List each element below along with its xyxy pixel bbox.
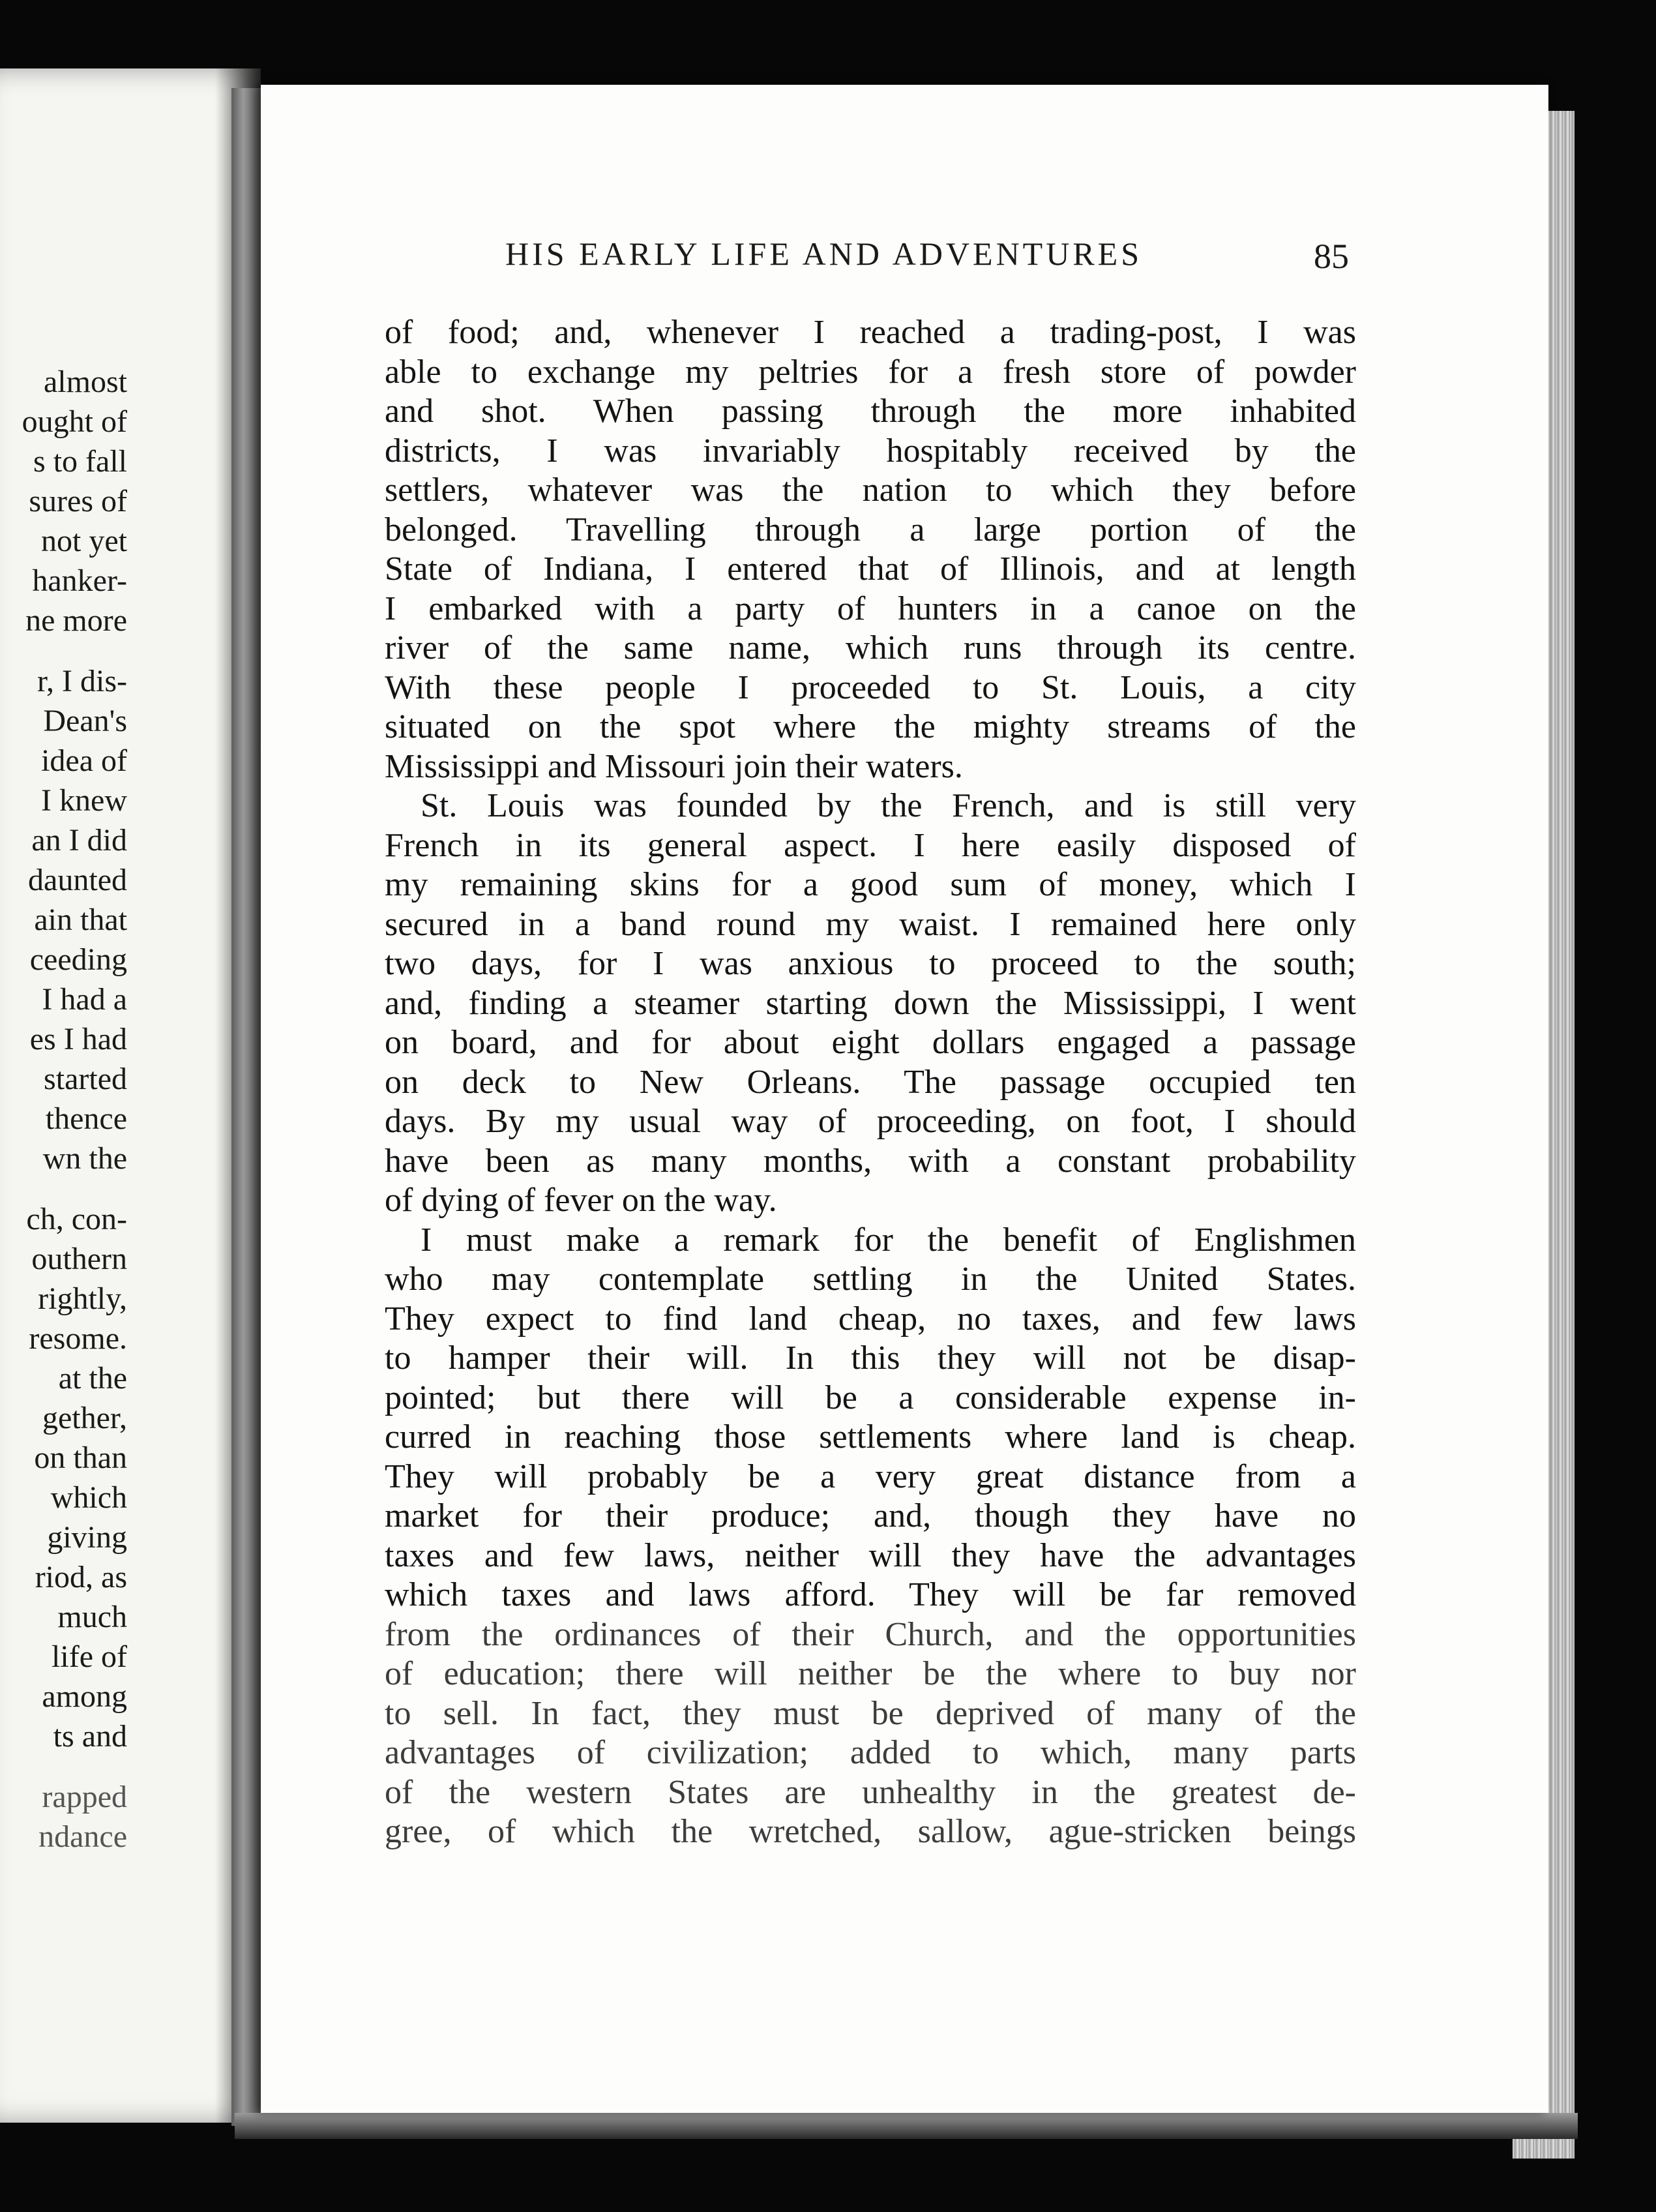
left-text-line: hanker- bbox=[32, 563, 127, 598]
left-text-line: at the bbox=[58, 1361, 127, 1396]
left-text-line: outhern bbox=[31, 1242, 127, 1276]
paragraph bbox=[385, 1221, 1356, 1852]
text-line: able to exchange my peltries for a fresh store of powder bbox=[385, 353, 1356, 391]
left-text-line: ts and bbox=[53, 1719, 127, 1754]
left-text-line: r, I dis- bbox=[37, 664, 127, 698]
text-line: from the ordinances of their Church, and the opportunities bbox=[385, 1615, 1356, 1653]
text-line: settlers, whatever was the nation to which they before bbox=[385, 471, 1356, 509]
left-text-line: ndance bbox=[38, 1819, 127, 1854]
text-line: I embarked with a party of hunters in a canoe on the bbox=[385, 590, 1356, 627]
text-line: of education; there will neither be the where to buy nor bbox=[385, 1655, 1356, 1692]
left-text-line: ne more bbox=[25, 603, 127, 638]
text-line: which taxes and laws afford. They will be far removed bbox=[385, 1576, 1356, 1613]
left-text-line: among bbox=[42, 1679, 127, 1714]
text-line: taxes and few laws, neither will they have the advantages bbox=[385, 1536, 1356, 1574]
page-number: 85 bbox=[1314, 237, 1349, 276]
left-text-line: much bbox=[57, 1600, 127, 1634]
text-line: French in its general aspect. I here easily disposed of bbox=[385, 826, 1356, 864]
text-line: two days, for I was anxious to proceed to the south; bbox=[385, 945, 1356, 982]
text-line: have been as many months, with a constant probability bbox=[385, 1142, 1356, 1180]
left-text-line: Dean's bbox=[43, 704, 127, 738]
left-text-line: started bbox=[44, 1062, 127, 1096]
text-line: belonged. Travelling through a large portion of the bbox=[385, 511, 1356, 548]
paragraph bbox=[385, 786, 1356, 1221]
left-text-line: gether, bbox=[42, 1401, 127, 1435]
left-text-line: almost bbox=[44, 365, 127, 399]
text-line: advantages of civilization; added to which, many parts bbox=[385, 1734, 1356, 1771]
text-line: With these people I proceeded to St. Louis, a city bbox=[385, 668, 1356, 706]
text-line: They expect to find land cheap, no taxes, and few laws bbox=[385, 1300, 1356, 1338]
left-text-line: resome. bbox=[29, 1321, 127, 1356]
text-line: of food; and, whenever I reached a trading-post, I was bbox=[385, 314, 1356, 351]
left-page bbox=[0, 68, 261, 2123]
left-text-line: ought of bbox=[22, 404, 127, 439]
text-line: gree, of which the wretched, sallow, ague-stricken beings bbox=[385, 1813, 1356, 1850]
left-text-line: ain that bbox=[34, 903, 127, 937]
running-head: HIS EARLY LIFE AND ADVENTURES bbox=[505, 235, 1143, 272]
text-line: pointed; but there will be a considerable expense in- bbox=[385, 1379, 1356, 1416]
left-text-line: wn the bbox=[42, 1141, 127, 1176]
left-text-line: rapped bbox=[42, 1780, 127, 1814]
paragraph bbox=[385, 313, 1356, 786]
text-line: of dying of fever on the way. bbox=[385, 1182, 777, 1219]
text-line: situated on the spot where the mighty streams of the bbox=[385, 708, 1356, 745]
left-text-line: idea of bbox=[41, 743, 127, 778]
paragraph-gap bbox=[0, 1756, 127, 1777]
left-text-line: ceeding bbox=[29, 942, 127, 977]
text-line: on deck to New Orleans. The passage occupied ten bbox=[385, 1063, 1356, 1101]
text-line: secured in a band round my waist. I remained here only bbox=[385, 905, 1356, 943]
text-line: of the western States are unhealthy in the greatest de- bbox=[385, 1773, 1356, 1811]
left-text-line: rightly, bbox=[38, 1281, 127, 1316]
left-text-line: es I had bbox=[29, 1022, 127, 1056]
left-text-line: thence bbox=[45, 1101, 127, 1136]
left-text-line: daunted bbox=[28, 863, 127, 897]
left-text-line: riod, as bbox=[35, 1560, 127, 1594]
text-line: river of the same name, which runs through its centre. bbox=[385, 629, 1356, 666]
text-line: Mississippi and Missouri join their waters. bbox=[385, 747, 963, 785]
left-text-line: life of bbox=[52, 1639, 127, 1674]
text-line: districts, I was invariably hospitably received by the bbox=[385, 432, 1356, 470]
page-bottom-edge bbox=[235, 2113, 1578, 2139]
text-line: State of Indiana, I entered that of Illinois, and at length bbox=[385, 550, 1356, 588]
text-line: and, finding a steamer starting down the Mississippi, I went bbox=[385, 984, 1356, 1022]
text-line: my remaining skins for a good sum of money, which I bbox=[385, 866, 1356, 903]
text-line: who may contemplate settling in the United States. bbox=[385, 1261, 1356, 1298]
left-text-line: on than bbox=[34, 1441, 127, 1475]
body-text bbox=[385, 313, 1356, 1852]
text-line: St. Louis was founded by the French, and is still very bbox=[421, 787, 1356, 824]
left-text-line: s to fall bbox=[33, 444, 127, 479]
left-text-line: ch, con- bbox=[26, 1202, 127, 1236]
left-text-line: sures of bbox=[29, 484, 127, 518]
text-line: days. By my usual way of proceeding, on foot, I should bbox=[385, 1103, 1356, 1140]
left-text-line: I knew bbox=[41, 783, 127, 818]
left-text-line: an I did bbox=[31, 823, 127, 858]
left-text-line: not yet bbox=[41, 524, 127, 558]
left-page-text-fragments bbox=[0, 362, 127, 1857]
text-line: market for their produce; and, though they have no bbox=[385, 1497, 1356, 1534]
paragraph-gap bbox=[0, 1178, 127, 1199]
left-text-line: I had a bbox=[42, 982, 127, 1017]
text-line: on board, and for about eight dollars engaged a passage bbox=[385, 1024, 1356, 1061]
text-line: They will probably be a very great distance from a bbox=[385, 1457, 1356, 1495]
text-line: to hamper their will. In this they will not be disap- bbox=[385, 1339, 1356, 1377]
left-text-line: which bbox=[50, 1480, 127, 1515]
left-text-line: giving bbox=[47, 1520, 127, 1555]
paragraph-gap bbox=[0, 640, 127, 661]
text-line: to sell. In fact, they must be deprived of many of the bbox=[385, 1694, 1356, 1732]
text-line: and shot. When passing through the more inhabited bbox=[385, 393, 1356, 430]
text-line: curred in reaching those settlements where land is cheap. bbox=[385, 1418, 1356, 1456]
text-line: I must make a remark for the benefit of Englishmen bbox=[421, 1221, 1356, 1259]
